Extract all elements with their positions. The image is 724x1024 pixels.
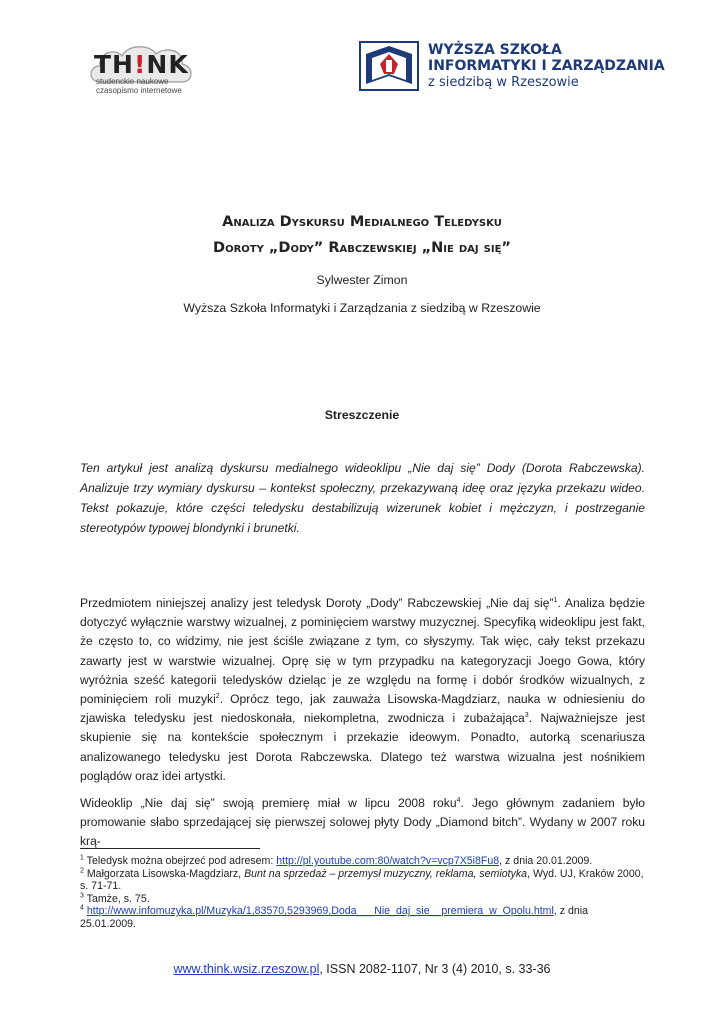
paragraph-1: Przedmiotem niniejszej analizy jest teledysk Doroty „Dody” Rabczewskiej „Nie daj się”$^1$. Analiza będzie dotyczyć wyłącznie warstwy wizualnej, z pominięciem warstwy muzycznej. Specyfiką wideoklipu jest fakt, że często to, co widzimy, nie jest ściśle związane z tym, co słyszymy. Tak więc, cały tekst przekazu zawarty jest w warstwie wizualnej. Oprę się w tym przypadku na kategoryzacji Joego Gowa, który wyróżnia sześć kategorii teledysków dzieląc je ze względu na formę i dobór środków wizualnych, z pominięciem roli muzyki$^2$. Oprócz tego, jak zauważa Lisowska-Magdziarz, nauka w odniesieniu do zjawiska teledysku jest niedoskonała, niekompletna, zwodnicza i zubażająca$^3$. Najważniejsze jest skupienie się na kontekście społecznym i przekazie ideowym. Ponadto, autorką scenariusza analizowanego teledysku jest Dorota Rabczewska. Dlatego też warstwa wizualna jest nośnikiem poglądów oraz idei artystki.	[80, 596, 645, 783]
footnote-3: $^3$ Tamże, s. 75.	[80, 892, 150, 905]
think-logo	[86, 42, 196, 98]
footnote-ref-3[interactable]: 3	[524, 712, 529, 720]
school-emblem-icon	[358, 40, 420, 94]
footnote-1-link[interactable]: http://pl.youtube.com:80/watch?v=vcp7X5i8Fu8	[276, 855, 500, 867]
footnote-2: $^2$ Małgorzata Lisowska-Magdziarz, Bunt na sprzedaż – przemysł muzyczny, reklama, semiotyka, Wyd. UJ, Kraków 2000, s. 71-71.	[80, 867, 644, 893]
think-subtitle-1: studenckie naukowe	[96, 77, 169, 86]
school-name-line2: INFORMATYKI I ZARZĄDZANIA	[428, 58, 665, 74]
abstract-text: Ten artykuł jest analizą dyskursu medialnego wideoklipu „Nie daj się” Dody (Dorota Rabczewska). Analizuje trzy wymiary dyskursu – kontekst społeczny, przekazywaną ideę oraz języka przekazu wideo. Tekst pokazuje, które części teledysku destabilizują wizerunek kobiet i mężczyzn, i postrzeganie stereotypów typowej blondynki i brunetki.	[80, 461, 645, 535]
school-name-line3: z siedzibą w Rzeszowie	[428, 75, 579, 90]
author: Sylwester Zimon	[316, 273, 408, 287]
affiliation: Wyższa Szkoła Informatyki i Zarządzania z siedzibą w Rzeszowie	[183, 301, 541, 315]
think-wordmark: TH!NK	[94, 50, 189, 79]
article-title-line1: Analiza Dyskursu Medialnego Teledysku	[222, 214, 502, 230]
footnote-4: $^4$ http://www.infomuzyka.pl/Muzyka/1,83570,5293969,Doda___Nie_daj_sie__premiera_w_Opolu.html, z dnia 25.01.2009.	[80, 904, 589, 930]
page-footer: www.think.wsiz.rzeszow.pl, ISSN 2082-1107, Nr 3 (4) 2010, s. 33-36	[173, 962, 551, 976]
think-subtitle-2: czasopismo internetowe	[96, 86, 182, 95]
footnote-divider	[80, 848, 260, 849]
footnote-ref-1[interactable]: 1	[553, 596, 558, 604]
footnote-ref-4[interactable]: 4	[456, 797, 461, 804]
school-name-line1: WYŻSZA SZKOŁA	[428, 42, 562, 58]
paragraph-2: Wideoklip „Nie daj się” swoją premierę miał w lipcu 2008 roku$^4$. Jego głównym zadaniem było promowanie słabo sprzedającej się pierwszej solowej płyty Dody „Diamond bitch”. Wydany w 2007 roku krą-	[80, 796, 645, 849]
school-logo	[358, 40, 665, 94]
footnote-4-link[interactable]: http://www.infomuzyka.pl/Muzyka/1,83570,5293969,Doda___Nie_daj_sie__premiera_w_Opolu.html	[86, 905, 554, 918]
article-body	[80, 594, 645, 852]
abstract-heading: Streszczenie	[324, 408, 400, 422]
footer-link[interactable]: www.think.wsiz.rzeszow.pl	[173, 962, 320, 976]
footnotes	[80, 855, 645, 931]
footnote-1: $^1$ Teledysk można obejrzeć pod adresem: http://pl.youtube.com:80/watch?v=vcp7X5i8Fu8, z dnia 20.01.2009.	[80, 854, 593, 867]
article-title-line2: Doroty „Dody” Rabczewskiej „Nie daj się”	[213, 240, 511, 256]
footnote-ref-2[interactable]: 2	[215, 692, 220, 700]
